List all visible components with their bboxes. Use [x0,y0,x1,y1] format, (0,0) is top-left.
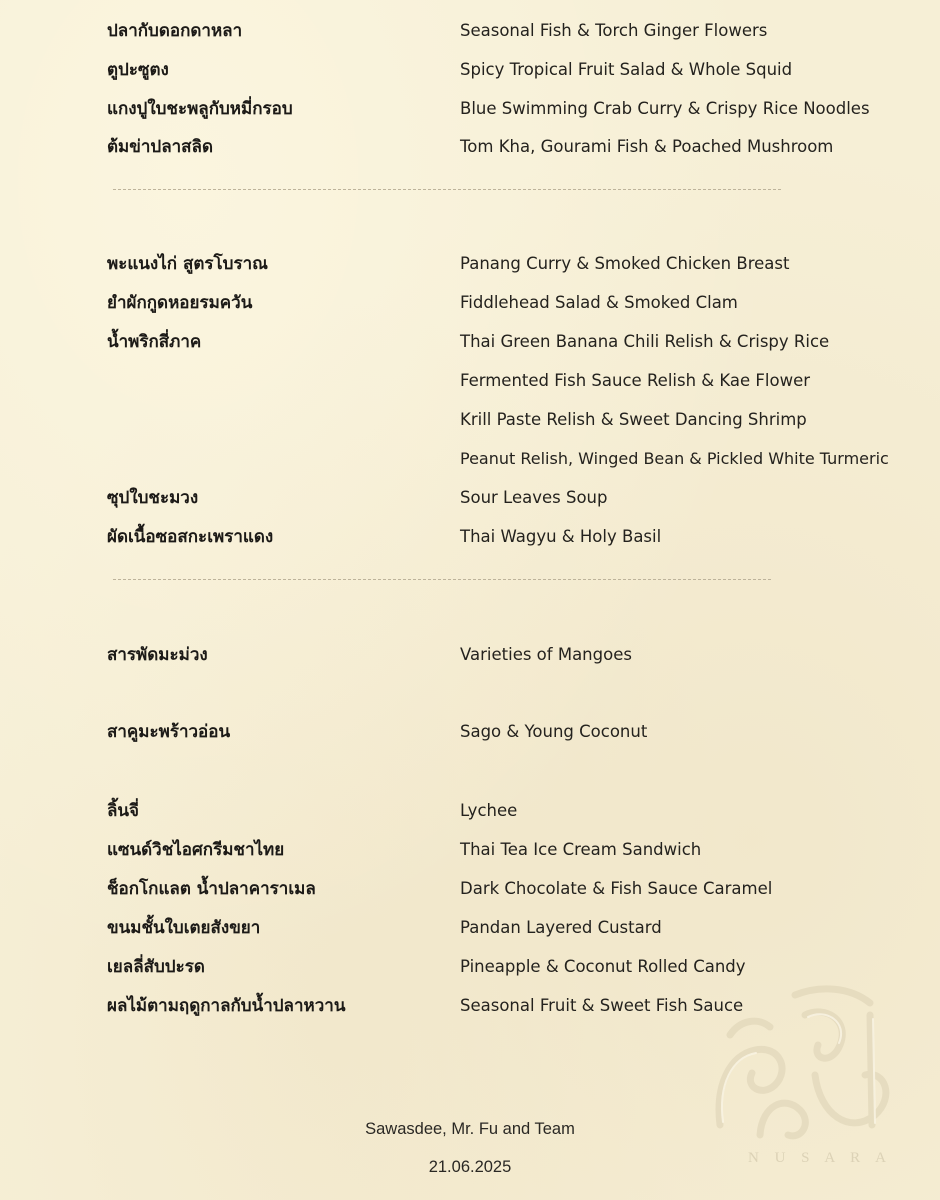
menu-item-english-name: Fermented Fish Sauce Relish & Kae Flower [460,371,811,390]
menu-item [0,525,940,549]
menu-item [0,97,940,121]
menu-item-thai-name: ลิ้นจี่ [107,801,139,821]
menu-item-english-name: Seasonal Fruit & Sweet Fish Sauce [460,996,744,1015]
menu-item-english-name: Fiddlehead Salad & Smoked Clam [460,293,738,312]
menu-item-english-name: Peanut Relish, Winged Bean & Pickled White Turmeric [460,449,889,468]
menu-item-english-name: Dark Chocolate & Fish Sauce Caramel [460,879,773,898]
menu-item-english-name: Pineapple & Coconut Rolled Candy [460,957,746,976]
menu-item [0,877,940,901]
menu-item-thai-name: ขนมชั้นใบเตยสังขยา [107,918,261,938]
menu-item [0,838,940,862]
menu-item-thai-name: พะแนงไก่ สูตรโบราณ [107,254,268,274]
menu-item [0,447,940,471]
nusara-logo-text: N U S A R A [748,1150,892,1166]
menu-item-english-name: Krill Paste Relish & Sweet Dancing Shrimp [460,410,807,429]
menu-item [0,252,940,276]
menu-item-english-name: Panang Curry & Smoked Chicken Breast [460,254,790,273]
menu-item-thai-name: แซนด์วิชไอศกรีมชาไทย [107,840,285,860]
menu-item [0,916,940,940]
menu-item [0,486,940,510]
menu-item-english-name: Thai Tea Ice Cream Sandwich [460,840,702,859]
menu-item [0,643,940,667]
menu-item-thai-name: เยลลี่สับปะรด [107,957,205,977]
menu-item-thai-name: ตูปะซูตง [107,60,169,80]
menu-item [0,58,940,82]
menu-item-thai-name: ช็อกโกแลต น้ำปลาคาราเมล [107,879,316,899]
menu-item [0,19,940,43]
menu-item-thai-name: สารพัดมะม่วง [107,645,208,665]
menu-item-english-name: Varieties of Mangoes [460,645,632,664]
menu-item-english-name: Sago & Young Coconut [460,722,648,741]
footer-date: 21.06.2025 [428,1158,512,1176]
menu-item [0,135,940,159]
nusara-logo-watermark [700,975,910,1175]
menu-item-english-name: Tom Kha, Gourami Fish & Poached Mushroom [460,137,834,156]
menu-item-english-name: Seasonal Fish & Torch Ginger Flowers [460,21,768,40]
menu-item-english-name: Blue Swimming Crab Curry & Crispy Rice Noodles [460,99,870,118]
menu-item [0,408,940,432]
menu-item [0,799,940,823]
menu-item-thai-name: สาคูมะพร้าวอ่อน [107,722,231,742]
section-divider [113,579,771,580]
menu-item-thai-name: ผลไม้ตามฤดูกาลกับน้ำปลาหวาน [107,996,346,1016]
menu-item [0,720,940,744]
menu-item-english-name: Spicy Tropical Fruit Salad & Whole Squid [460,60,793,79]
menu-item-english-name: Pandan Layered Custard [460,918,662,937]
menu-item [0,330,940,354]
menu-item-thai-name: ยำผักกูดหอยรมควัน [107,293,253,313]
section-divider [113,189,781,190]
footer-greeting: Sawasdee, Mr. Fu and Team [365,1120,575,1138]
menu-item-thai-name: ต้มข่าปลาสลิด [107,137,214,157]
menu-item [0,291,940,315]
menu-item-english-name: Thai Wagyu & Holy Basil [460,527,662,546]
menu-item-thai-name: แกงปูใบชะพลูกับหมี่กรอบ [107,99,293,119]
menu-item-thai-name: น้ำพริกสี่ภาค [107,332,202,352]
menu-item-english-name: Lychee [460,801,518,820]
menu-item-thai-name: ปลากับดอกดาหลา [107,21,243,41]
menu-item-english-name: Thai Green Banana Chili Relish & Crispy Rice [460,332,830,351]
menu-item-thai-name: ผัดเนื้อซอสกะเพราแดง [107,527,274,547]
menu-item-english-name: Sour Leaves Soup [460,488,608,507]
menu-item [0,369,940,393]
menu-item-thai-name: ซุปใบชะมวง [107,488,199,508]
